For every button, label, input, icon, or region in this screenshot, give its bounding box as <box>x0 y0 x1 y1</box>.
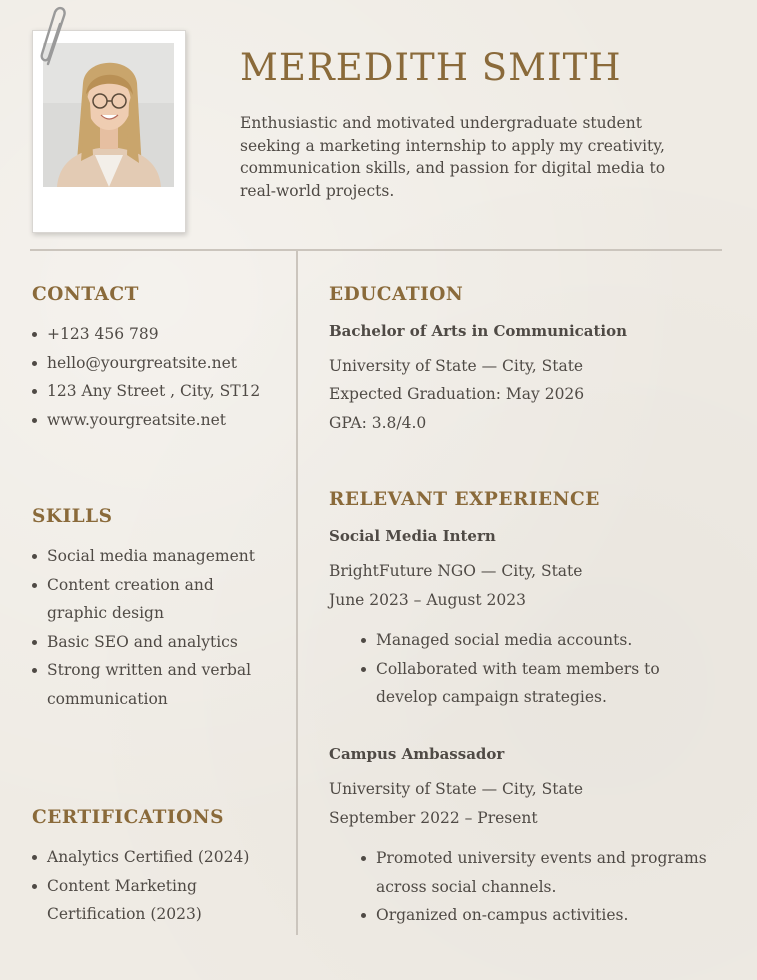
experience-heading: RELEVANT EXPERIENCE <box>329 489 600 510</box>
job-bullet: Organized on-campus activities. <box>361 901 721 930</box>
contact-heading: CONTACT <box>32 284 139 305</box>
skill-item: Content creation and graphic design <box>32 571 277 628</box>
contact-phone: +123 456 789 <box>32 320 282 349</box>
certifications-heading: CERTIFICATIONS <box>32 807 224 828</box>
education-heading: EDUCATION <box>329 284 464 305</box>
paperclip-icon <box>36 4 76 74</box>
job-bullets <box>361 626 721 712</box>
job-bullet: Promoted university events and programs across social channels. <box>361 844 721 901</box>
contact-list <box>32 320 282 434</box>
skills-heading: SKILLS <box>32 506 113 527</box>
contact-address: 123 Any Street , City, ST12 <box>32 377 282 406</box>
job-role: Social Media Intern <box>329 527 496 545</box>
education-graduation: Expected Graduation: May 2026 <box>329 385 585 403</box>
skill-item: Social media management <box>32 542 277 571</box>
job-bullets <box>361 844 721 930</box>
education-degree: Bachelor of Arts in Communication <box>329 322 628 340</box>
job-bullet: Managed social media accounts. <box>361 626 721 655</box>
education-school: University of State — City, State <box>329 357 584 375</box>
contact-email: hello@yourgreatsite.net <box>32 349 282 378</box>
job-role: Campus Ambassador <box>329 745 505 763</box>
job-bullet: Collaborated with team members to develop campaign strategies. <box>361 655 721 712</box>
profile-summary: Enthusiastic and motivated undergraduate student seeking a marketing internship to apply my creativity, communication skills, and passion for digital media to real-world projects. <box>240 114 666 200</box>
header-divider <box>30 249 722 251</box>
job-dates: September 2022 – Present <box>329 809 538 827</box>
column-divider <box>296 251 298 935</box>
job-dates: June 2023 – August 2023 <box>329 591 526 609</box>
job-organization: BrightFuture NGO — City, State <box>329 562 583 580</box>
candidate-name: MEREDITH SMITH <box>240 46 622 89</box>
skills-list <box>32 542 277 713</box>
job-organization: University of State — City, State <box>329 780 584 798</box>
skill-item: Basic SEO and analytics <box>32 628 277 657</box>
education-gpa: GPA: 3.8/4.0 <box>329 414 427 432</box>
skill-item: Strong written and verbal communication <box>32 656 277 713</box>
contact-website: www.yourgreatsite.net <box>32 406 282 435</box>
certification-item: Content Marketing Certification (2023) <box>32 872 252 929</box>
certification-item: Analytics Certified (2024) <box>32 843 252 872</box>
certifications-list <box>32 843 252 929</box>
